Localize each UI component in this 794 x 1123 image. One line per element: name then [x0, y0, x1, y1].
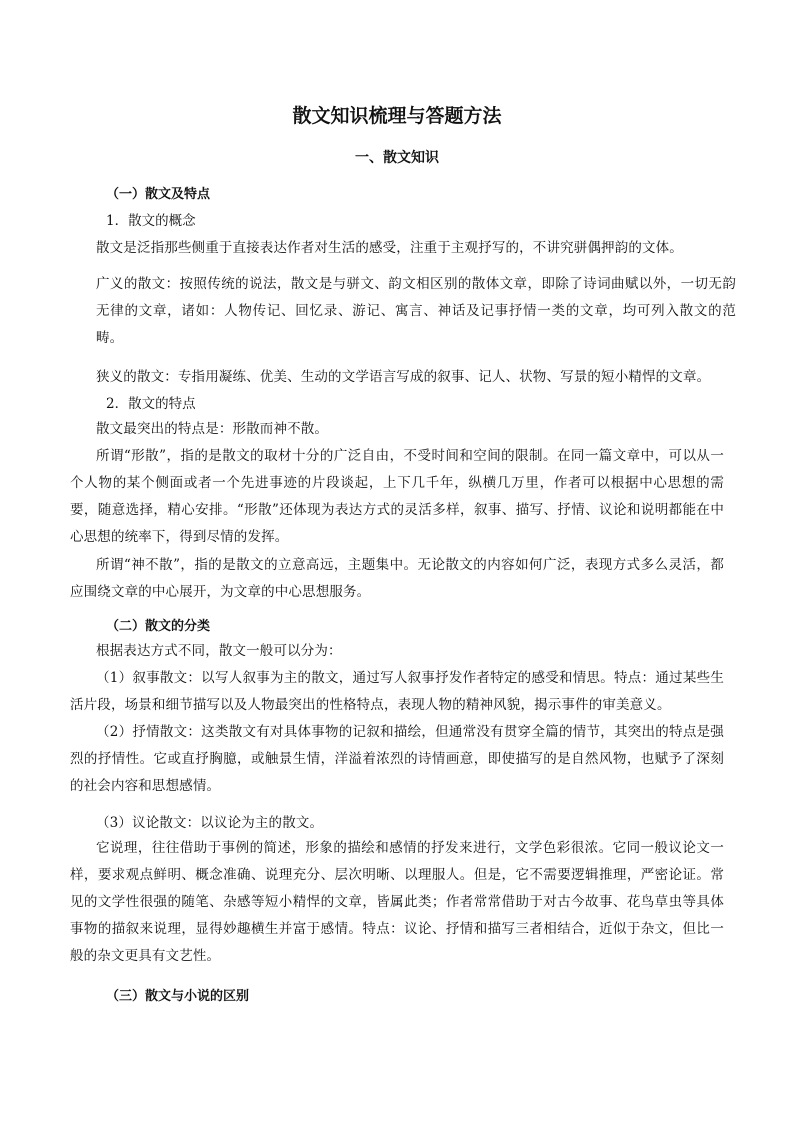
- paragraph-lyric-prose: （2）抒情散文：这类散文有对具体事物的记叙和描绘，但通常没有贯穿全篇的情节，其突出的特点是强烈的抒情性。它或直抒胸臆，或触景生情，洋溢着浓烈的诗情画意，即使描写的是自然风物，也赋予了深刻的社会内容和思想感情。: [70, 724, 724, 794]
- paragraph-narrow-prose: 狭义的散文：专指用凝练、优美、生动的文学语言写成的叙事、记人、状物、写景的短小精悍的文章。: [96, 369, 711, 385]
- paragraph-argument-prose-heading: （3）议论散文：以议论为主的散文。: [96, 815, 324, 831]
- subsection-heading-2: （二）散文的分类: [106, 619, 211, 634]
- paragraph-xingsan: 所谓“形散”，指的是散文的取材十分的广泛自由，不受时间和空间的限制。在同一篇文章中，可以从一个人物的某个侧面或者一个先进事迹的片段谈起，上下几千年，纵横几万里，作者可以根据中心思想的需要，随意选择，精心安排。“形散”还体现为表达方式的灵活多样，叙事、描写、抒情、议论和说明都能在中心思想的统率下，得到尽情的发挥。: [70, 448, 724, 545]
- paragraph-definition: 散文是泛指那些侧重于直接表达作者对生活的感受，注重于主观抒写的，不讲究骈偶押韵的文体。: [96, 240, 683, 256]
- item-heading-2: 2．散文的特点: [106, 396, 196, 412]
- subsection-heading-3: （三）散文与小说的区别: [106, 989, 250, 1004]
- subsection-heading-1: （一）散文及特点: [106, 187, 211, 202]
- broad-prose-text: 广义的散文：按照传统的说法，散文是与骈文、韵文相区别的散体文章，即除了诗词曲赋以外，一切无韵无律的文章，诸如：人物传记、回忆录、游记、寓言、神话及记事抒情一类的文章，均可列入散文的范畴。: [96, 276, 736, 346]
- document-title: 散文知识梳理与答题方法: [292, 105, 502, 127]
- item-heading-1: 1．散文的概念: [106, 213, 196, 229]
- paragraph-argument-prose-detail: 它说理，往往借助于事例的简述，形象的描绘和感情的抒发来进行，文学色彩很浓。它同一般议论文一样，要求观点鲜明、概念准确、说理充分、层次明晰、以理服人。但是，它不需要逻辑推理，严密论证。常见的文学性很强的随笔、杂感等短小精悍的文章，皆属此类；作者常常借助于对古今故事、花鸟草虫等具体事物的描叙来说理，显得妙趣横生并富于感情。特点：议论、抒情和描写三者相结合，近似于杂文，但比一般的杂文更具有文艺性。: [70, 840, 724, 964]
- paragraph-classification-intro: 根据表达方式不同，散文一般可以分为：: [96, 643, 342, 659]
- paragraph-broad-prose: [96, 271, 736, 352]
- paragraph-narrative-prose: （1）叙事散文：以写人叙事为主的散文，通过写人叙事抒发作者特定的感受和情思。特点：通过某些生活片段，场景和细节描写以及人物最突出的性格特点，表现人物的精神风貌，揭示事件的审美意义。: [70, 670, 724, 713]
- section-heading: 一、散文知识: [355, 150, 439, 166]
- paragraph-main-feature: 散文最突出的特点是：形散而神不散。: [96, 421, 329, 437]
- paragraph-shenbusan: 所谓“神不散”，指的是散文的立意高远，主题集中。无论散文的内容如何广泛，表现方式多么灵活，都应围绕文章的中心展开，为文章的中心思想服务。: [70, 557, 724, 600]
